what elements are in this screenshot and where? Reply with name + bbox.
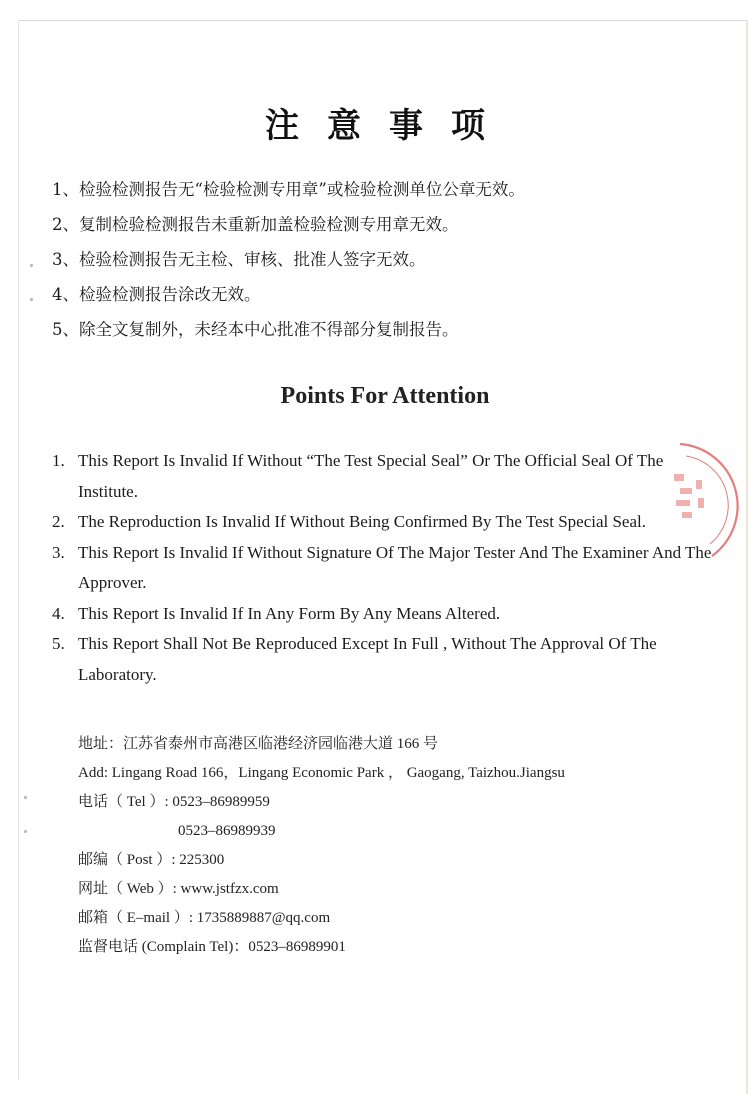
item-text: This Report Is Invalid If Without Signature Of The Major Tester And The Examiner And The Approver.	[78, 542, 712, 592]
chinese-title: 注意事项	[265, 106, 513, 146]
telephone-primary: 电话（ Tel ）: 0523–86989959	[78, 794, 270, 810]
chinese-notice-item: 4、检验检测报告涂改无效。	[52, 285, 261, 304]
official-seal-icon	[640, 436, 750, 566]
english-title: Points For Attention	[280, 383, 490, 409]
scan-edge-left	[18, 20, 19, 1080]
english-notice-item	[52, 538, 712, 599]
item-text: This Report Shall Not Be Reproduced Except In Full , Without The Approval Of The Laboratory.	[78, 634, 657, 684]
item-number: 1.	[52, 451, 65, 470]
english-notice-item	[52, 507, 712, 538]
website: 网址（ Web ）: www.jstfzx.com	[78, 881, 279, 897]
item-number: 3.	[52, 542, 65, 562]
postal-code: 邮编（ Post ）: 225300	[78, 852, 225, 868]
contact-info	[78, 733, 718, 965]
address-english: Add: Lingang Road 166，Lingang Economic Park ， Gaogang, Taizhou.Jiangsu	[78, 765, 565, 781]
item-text: This Report Is Invalid If In Any Form By Any Means Altered.	[78, 603, 501, 623]
email: 邮箱（ E–mail ）: 1735889887@qq.com	[78, 910, 331, 926]
item-number: 2.	[52, 512, 65, 531]
margin-mark	[30, 298, 33, 301]
chinese-notice-item: 5、除全文复制外，未经本中心批准不得部分复制报告。	[52, 320, 459, 339]
english-notice-item	[52, 629, 712, 690]
scan-edge-top	[18, 20, 748, 21]
margin-mark	[24, 796, 27, 799]
chinese-notice-item: 3、检验检测报告无主检、审核、批准人签字无效。	[52, 250, 426, 269]
chinese-notice-list	[52, 178, 732, 353]
telephone-secondary: 0523–86989939	[178, 823, 276, 839]
item-number: 5.	[52, 634, 65, 653]
item-text: The Reproduction Is Invalid If Without Being Confirmed By The Test Special Seal.	[78, 512, 646, 531]
chinese-notice-item: 2、复制检验检测报告未重新加盖检验检测专用章无效。	[52, 215, 459, 234]
margin-mark	[24, 830, 27, 833]
english-notice-list	[52, 446, 712, 690]
item-number: 4.	[52, 603, 65, 623]
address-chinese: 地址：江苏省泰州市高港区临港经济园临港大道 166 号	[78, 736, 439, 752]
item-text: This Report Is Invalid If Without “The Test Special Seal” Or The Official Seal Of The Institute.	[78, 451, 664, 501]
english-notice-item	[52, 446, 712, 507]
margin-mark	[30, 264, 33, 267]
english-notice-item	[52, 599, 712, 630]
chinese-notice-item: 1、检验检测报告无“检验检测专用章”或检验检测单位公章无效。	[52, 180, 525, 199]
complaint-telephone: 监督电话 (Complain Tel)：0523–86989901	[78, 939, 346, 955]
